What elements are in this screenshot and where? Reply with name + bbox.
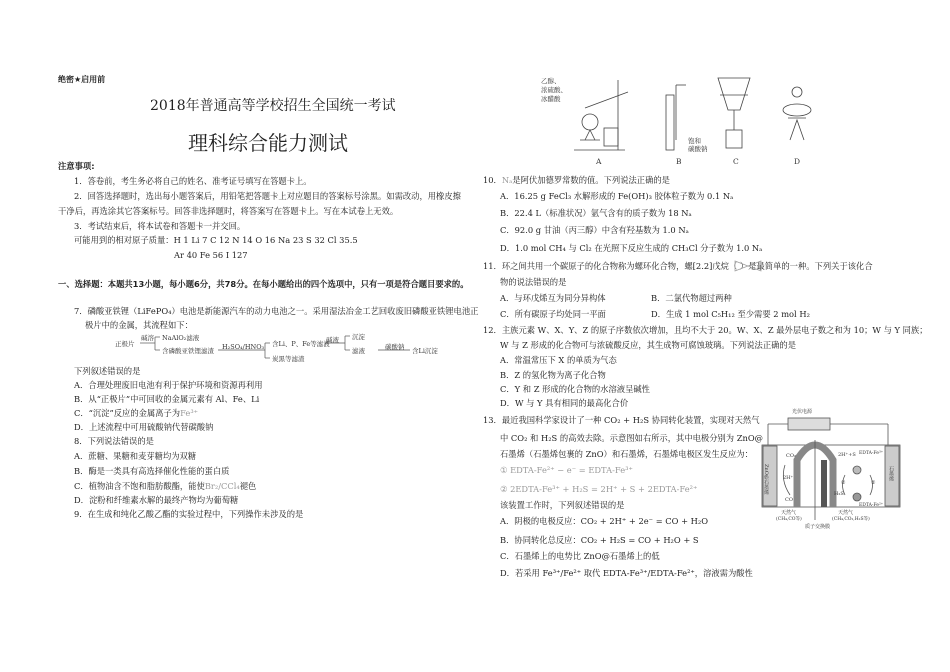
q7-option-c-formula: Fe³⁺ (180, 408, 199, 418)
section-heading: 一、选择题：本题共13小题，每小题6分，共78分。在每小题给出的四个选项中，只有一项是符合题目要求的。 (58, 279, 469, 289)
q13-stem: 13．最近我国科学家设计了一种 CO₂ + H₂S 协同转化装置，实现对天然气 (483, 415, 760, 425)
reagent-label-2: 浓硫酸、 (541, 86, 567, 94)
step-1-label: ① (871, 480, 876, 486)
note-2: 2．回答选择题时，选出每小题答案后，用铅笔把答题卡上对应题目的答案标号涂黑。如需改动，用橡皮擦 (74, 191, 461, 201)
inlet-label: 天然气 (838, 510, 854, 516)
q13-ask: 该装置工作时，下列叙述错误的是 (500, 500, 625, 510)
q13-option-a: A．阴极的电极反应：CO₂ + 2H⁺ + 2e⁻ = CO + H₂O (500, 516, 709, 526)
edta-fe2-label: EDTA-Fe²⁺ (859, 503, 884, 508)
inlet-composition: (CH₄,CO₂,H₂S等) (832, 517, 870, 522)
apparatus-label-a: A (596, 157, 602, 166)
proton-sulfur-label: 2H⁺+S (838, 452, 856, 458)
q10-stem-text: 是阿伏加德罗常数的值。下列说法正确的是 (512, 175, 670, 185)
notes-heading: 注意事项: (58, 161, 95, 171)
flow-step-2: H₂SO₄/HNO₃ (222, 343, 265, 351)
flow-output-5: 沉淀 (352, 333, 365, 341)
reagent-label-3: 冰醋酸 (541, 95, 561, 103)
q11-stem-cont: 物的说法错误的是 (500, 277, 567, 287)
q7-option-a: A．合理处理废旧电池有利于保护环境和资源再利用 (74, 380, 263, 390)
q11-option-a: A．与环戊烯互为同分异构体 (500, 293, 606, 303)
q13-option-c: C．石墨烯上的电势比 ZnO@石墨烯上的低 (500, 551, 660, 561)
outlet-label: 天然气 (781, 510, 797, 516)
q10-number: 10． (483, 175, 502, 185)
co2-label: CO₂ (786, 453, 796, 459)
flow-output-4: 炭黑等滤渣 (272, 355, 305, 363)
q13-option-d: D．若采用 Fe³⁺/Fe²⁺ 取代 EDTA-Fe³⁺/EDTA-Fe²⁺，溶液需为酸性 (500, 568, 753, 578)
q12-option-b: B．Z 的氢化物为离子化合物 (500, 370, 606, 380)
flow-step-1: 碱溶 (141, 334, 154, 342)
flow-output-3: 含Li、P、Fe等滤液 (272, 340, 330, 348)
q12-stem-cont: W 与 Z 形成的化合物可与浓硫酸反应，其生成物可腐蚀玻璃。下列说法正确的是 (500, 340, 797, 350)
q10-na: Nₐ (501, 175, 513, 185)
right-electrode-label: 石墨烯 (888, 466, 894, 481)
q7-stem-cont: 极片中的金属，其流程如下： (85, 320, 193, 330)
note-2-cont: 干净后，再选涂其它答案标号。回答非选择题时，将答案写在答题卡上。写在本试卷上无效。 (58, 206, 399, 216)
h2s-label: H₂S (834, 491, 844, 497)
q13-reaction-1: ① EDTA-Fe²⁺ − e⁻ = EDTA-Fe³⁺ (500, 465, 633, 475)
q10-option-b: B．22.4 L（标准状况）氩气含有的质子数为 18 Nₐ (500, 208, 692, 218)
q11-option-d: D．生成 1 mol C₅H₁₂ 至少需要 2 mol H₂ (651, 309, 810, 319)
flow-start: 正极片 (115, 340, 135, 348)
q7-stem: 7．磷酸亚铁锂（LiFePO₄）电池是新能源汽车的动力电池之一。采用湿法冶金工艺回收废旧磷酸亚铁锂电池正 (74, 306, 479, 316)
q11-stem: 11．环之间共用一个碳原子的化合物称为螺环化合物，螺[2.2]戊烷（ ）是最简单的一种。下列关于该化合 (483, 261, 873, 271)
apparatus-label-c: C (733, 157, 739, 166)
q8-stem: 8．下列说法错误的是 (74, 436, 154, 446)
proton-label: 2H⁺ (783, 475, 794, 481)
exam-subtitle: 理科综合能力测试 (188, 131, 348, 155)
flow-output-1: NaAlO₂滤液 (162, 334, 200, 342)
power-label: 光伏电源 (792, 409, 813, 415)
edta-fe3-label: EDTA-Fe³⁺ (859, 451, 884, 456)
step-2-label: ② (841, 480, 846, 486)
q13-option-b: B．协同转化总反应：CO₂ + H₂S = CO + H₂O + S (500, 535, 699, 545)
q11-option-b: B．二氯代物超过两种 (651, 293, 732, 303)
q13-stem-3: 石墨烯（石墨烯包裹的 ZnO）和石墨烯，石墨烯电极区发生反应为： (500, 449, 753, 459)
flow-step-4: 碳酸钠 (385, 343, 405, 351)
q8-option-c-text: C．植物油含不饱和脂肪酸酯，能使 (74, 481, 205, 491)
q13-stem-2: 中 CO₂ 和 H₂S 的高效去除。示意图如右所示，其中电极分别为 ZnO@ (500, 433, 763, 443)
membrane-label: 质子交换膜 (805, 524, 831, 530)
q11-option-c: C．所有碳原子均处同一平面 (500, 309, 606, 319)
flow-step-3: 碱液 (326, 336, 339, 344)
note-3: 3．考试结束后，将本试卷和答题卡一并交回。 (74, 221, 246, 231)
apparatus-label-b: B (676, 157, 682, 166)
atomic-masses-cont: Ar 40 Fe 56 I 127 (174, 250, 248, 260)
q10-option-c: C．92.0 g 甘油（丙三醇）中含有羟基数为 1.0 Nₐ (500, 225, 689, 235)
q12-option-a: A．常温常压下 X 的单质为气态 (500, 355, 617, 365)
q7-option-b: B．从“正极片”中可回收的金属元素有 Al、Fe、Li (74, 394, 260, 404)
q8-option-c-end: 褪色 (239, 481, 257, 491)
reagent-label: 乙醇、 (541, 77, 561, 85)
flow-output-6: 滤液 (352, 347, 365, 355)
saturated-label-2: 碳酸钠 (688, 145, 708, 153)
confidential-label: 绝密★启用前 (58, 75, 106, 84)
q12-option-d: D．W 与 Y 具有相同的最高化合价 (500, 398, 629, 408)
flow-output-7: 含Li沉淀 (412, 347, 438, 355)
atomic-masses: 可能用到的相对原子质量：H 1 Li 7 C 12 N 14 O 16 Na 23 S 32 Cl 35.5 (74, 235, 358, 245)
co-label: CO (785, 497, 793, 503)
outlet-composition: (CH₄,CO等) (776, 517, 802, 522)
q7-option-c-text: C．“沉淀”反应的金属离子为 (74, 408, 181, 418)
saturated-label: 饱和 (688, 137, 701, 145)
q8-option-b: B．酶是一类具有高选择催化性能的蛋白质 (74, 466, 230, 476)
q12-stem: 12．主族元素 W、X、Y、Z 的原子序数依次增加，且均不大于 20。W、X、Z 最外层电子数之和为 10；W 与 Y 同族； (483, 325, 928, 335)
apparatus-label-d: D (794, 157, 801, 166)
flow-output-2: 含磷酸亚铁锂滤渣 (162, 347, 214, 355)
note-1: 1．答卷前，考生务必将自己的姓名、准考证号填写在答题卡上。 (74, 176, 312, 186)
q12-option-c: C．Y 和 Z 形成的化合物的水溶液呈碱性 (500, 384, 650, 394)
q8-option-a: A．蔗糖、果糖和麦芽糖均为双糖 (74, 451, 197, 461)
q8-option-d: D．淀粉和纤维素水解的最终产物均为葡萄糖 (74, 495, 239, 505)
q13-reaction-2: ② 2EDTA-Fe³⁺ + H₂S = 2H⁺ + S + 2EDTA-Fe²⁺ (500, 484, 698, 494)
q9-stem: 9．在生成和纯化乙酸乙酯的实验过程中，下列操作未涉及的是 (74, 509, 304, 519)
q7-ask: 下列叙述错误的是 (74, 366, 141, 376)
q10-option-a: A．16.25 g FeCl₃ 水解形成的 Fe(OH)₃ 胶体粒子数为 0.1 Nₐ (500, 191, 734, 201)
q7-option-d: D．上述流程中可用硫酸钠代替碳酸钠 (74, 422, 214, 432)
exam-title: 2018年普通高等学校招生全国统一考试 (150, 98, 396, 114)
q8-option-c-formula: Br₂/CCl₄ (204, 481, 240, 491)
q10-option-d: D．1.0 mol CH₄ 与 Cl₂ 在光照下反应生成的 CH₃Cl 分子数为 1.0 Nₐ (500, 243, 763, 253)
left-electrode-label: ZnO@石墨烯 (763, 464, 769, 495)
